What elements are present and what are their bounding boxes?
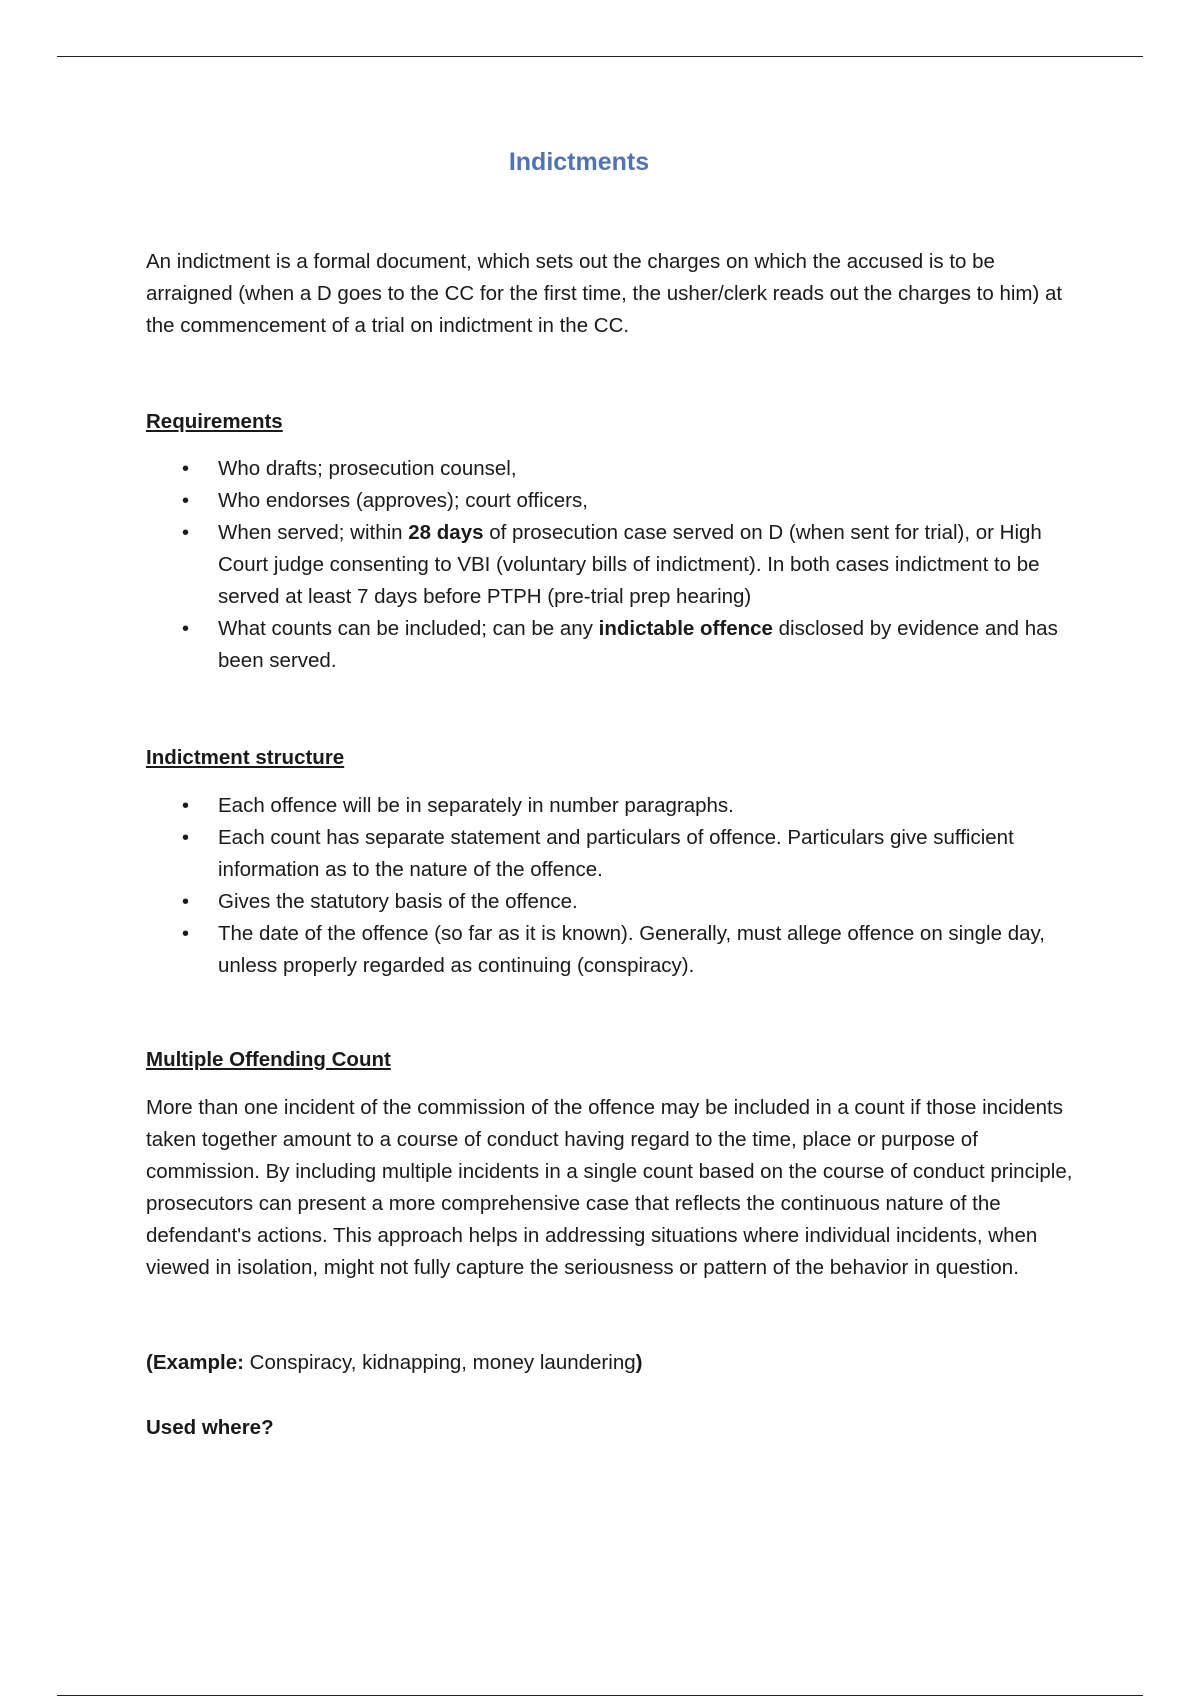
multiple-paragraph: More than one incident of the commission of the offence may be included in a count if those incidents taken together amount to a course of conduct having regard to the time, place or purpose of commission. By including multiple incidents in a single count based on the course of conduct principle, prosecutors can present a more comprehensive case that reflects the continuous nature of the defendant's actions. This approach helps in addressing situations where individual incidents, when viewed in isolation, might not fully capture the seriousness or pattern of the behavior in question. (146, 1096, 1073, 1279)
list-item: • Gives the statutory basis of the offence. (146, 886, 1086, 918)
structure-list (146, 790, 1086, 982)
intro-paragraph: An indictment is a formal document, which sets out the charges on which the accused is to be arraigned (when a D goes to the CC for the first time, the usher/clerk reads out the charges to him) at the commencement of a trial on indictment in the CC. (146, 250, 1063, 337)
list-item: • The date of the offence (so far as it is known). Generally, must allege offence on single day, unless properly regarded as continuing (conspiracy). (146, 918, 1086, 982)
requirements-heading: Requirements (146, 410, 283, 433)
example-line: (Example: Conspiracy, kidnapping, money laundering) (146, 1351, 643, 1374)
top-rule (57, 56, 1143, 57)
list-item: • Each count has separate statement and particulars of offence. Particulars give sufficient information as to the nature of the offence. (146, 822, 1086, 886)
used-where-label: Used where? (146, 1416, 274, 1439)
list-item: • Who drafts; prosecution counsel, (146, 453, 1086, 485)
list-item: • What counts can be included; can be any indictable offence disclosed by evidence and has been served. (146, 613, 1086, 677)
bottom-rule (57, 1695, 1143, 1696)
list-item: • Who endorses (approves); court officers, (146, 485, 1086, 517)
list-item: • When served; within 28 days of prosecution case served on D (when sent for trial), or High Court judge consenting to VBI (voluntary bills of indictment). In both cases indictment to be served at least 7 days before PTPH (pre-trial prep hearing) (146, 517, 1086, 613)
requirements-list (146, 453, 1086, 677)
list-item: • Each offence will be in separately in number paragraphs. (146, 790, 1086, 822)
multiple-heading: Multiple Offending Count (146, 1048, 391, 1071)
structure-heading: Indictment structure (146, 746, 345, 769)
page-title: Indictments (508, 148, 650, 176)
